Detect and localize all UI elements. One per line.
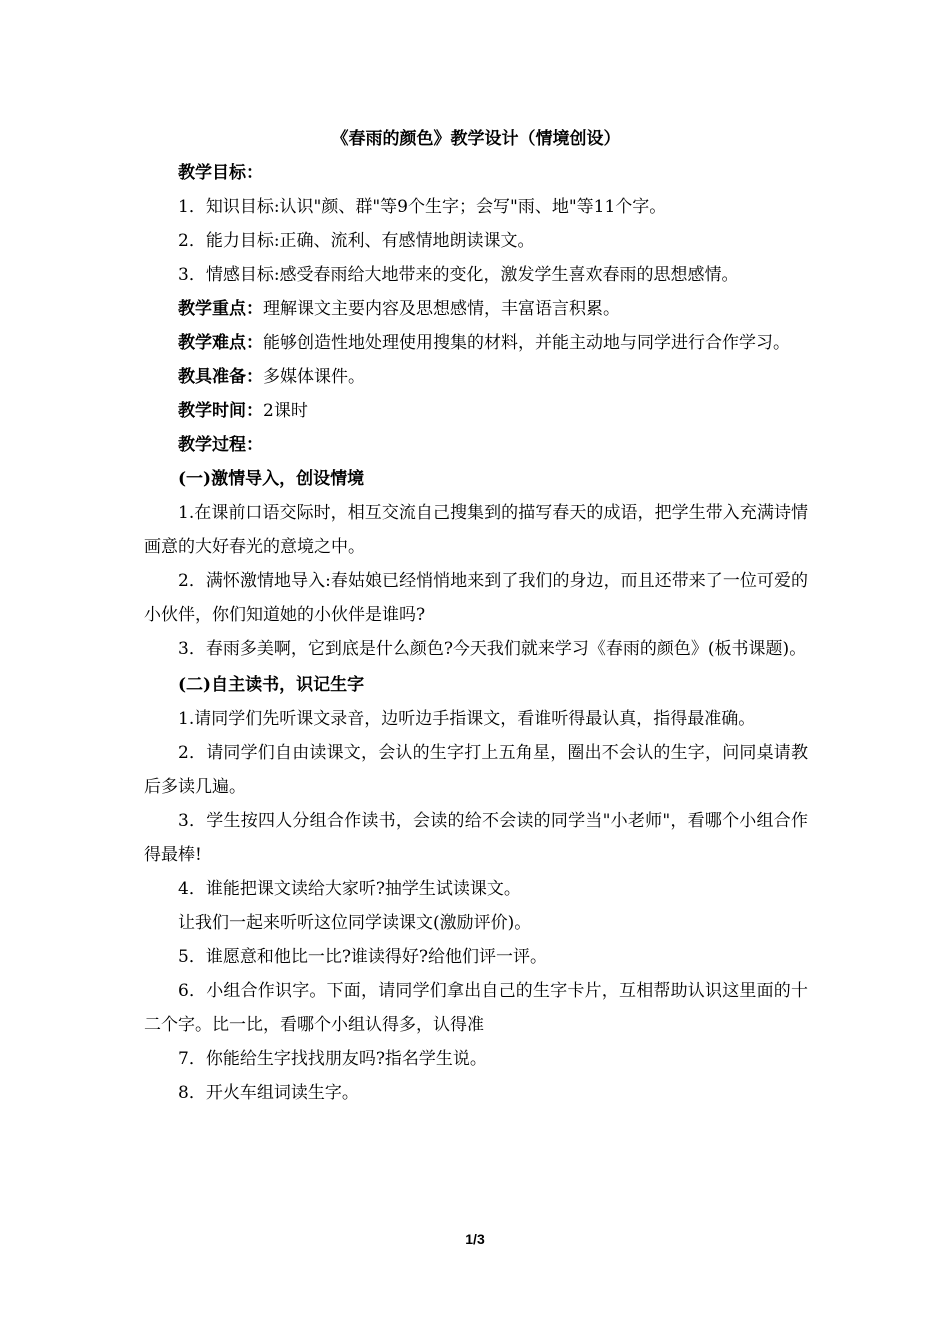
section1-heading: (一)激情导入，创设情境 — [178, 469, 365, 489]
section1-paragraph: 2．满怀激情地导入:春姑娘已经悄悄地来到了我们的身边，而且还带来了一位可爱的小伙伴，你们知道她的小伙伴是谁吗? — [144, 571, 808, 625]
goal-emotion: 3．情感目标:感受春雨给大地带来的变化，激发学生喜欢春雨的思想感情。 — [178, 265, 739, 285]
goal-knowledge: 1．知识目标:认识"颜、群"等9个生字；会写"雨、地"等11个字。 — [178, 197, 667, 217]
section2-paragraph: 4．谁能把课文读给大家听?抽学生试读课文。 — [178, 879, 521, 899]
section2-paragraph: 5．谁愿意和他比一比?谁读得好?给他们评一评。 — [178, 947, 548, 967]
section2-paragraph: 8．开火车组词读生字。 — [178, 1083, 359, 1103]
tools-label: 教具准备： — [178, 367, 263, 387]
section2-paragraph: 3．学生按四人分组合作读书，会读的给不会读的同学当"小老师"，看哪个小组合作得最棒! — [144, 811, 808, 865]
section2-paragraph: 2．请同学们自由读课文，会认的生字打上五角星，圈出不会认的生字，问同桌请教后多读几遍。 — [144, 743, 808, 797]
section1-paragraph: 3．春雨多美啊，它到底是什么颜色?今天我们就来学习《春雨的颜色》(板书课题)。 — [178, 639, 807, 659]
section2-paragraph: 让我们一起来听听这位同学读课文(激励评价)。 — [178, 913, 532, 933]
goal-ability: 2．能力目标:正确、流利、有感情地朗读课文。 — [178, 231, 535, 251]
time-label: 教学时间： — [178, 401, 263, 421]
difficulty-label: 教学难点： — [178, 333, 263, 353]
teaching-tools — [144, 360, 808, 394]
section2-paragraph: 1.请同学们先听课文录音，边听边手指课文，看谁听得最认真，指得最准确。 — [178, 709, 756, 729]
page-number: 1/3 — [465, 1231, 485, 1247]
section2-paragraph: 7．你能给生字找找朋友吗?指名学生说。 — [178, 1049, 487, 1069]
document-title: 《春雨的颜色》教学设计（情境创设） — [331, 129, 621, 149]
difficulty-points — [144, 326, 808, 360]
difficulty-text: 能够创造性地处理使用搜集的材料，并能主动地与同学进行合作学习。 — [263, 333, 790, 353]
key-points-label: 教学重点： — [178, 299, 263, 319]
time-text: 2课时 — [263, 401, 308, 421]
teaching-time — [144, 394, 808, 428]
document-body — [144, 122, 808, 1110]
process-heading: 教学过程： — [178, 435, 263, 455]
key-points — [144, 292, 808, 326]
section1-paragraph: 1.在课前口语交际时，相互交流自己搜集到的描写春天的成语，把学生带入充满诗情画意的大好春光的意境之中。 — [144, 503, 808, 557]
section2-heading: (二)自主读书，识记生字 — [178, 675, 365, 695]
key-points-text: 理解课文主要内容及思想感情，丰富语言积累。 — [263, 299, 620, 319]
goals-heading: 教学目标： — [178, 163, 263, 183]
section2-paragraph: 6．小组合作识字。下面，请同学们拿出自己的生字卡片，互相帮助认识这里面的十二个字。比一比，看哪个小组认得多，认得准 — [144, 981, 808, 1035]
tools-text: 多媒体课件。 — [263, 367, 365, 387]
